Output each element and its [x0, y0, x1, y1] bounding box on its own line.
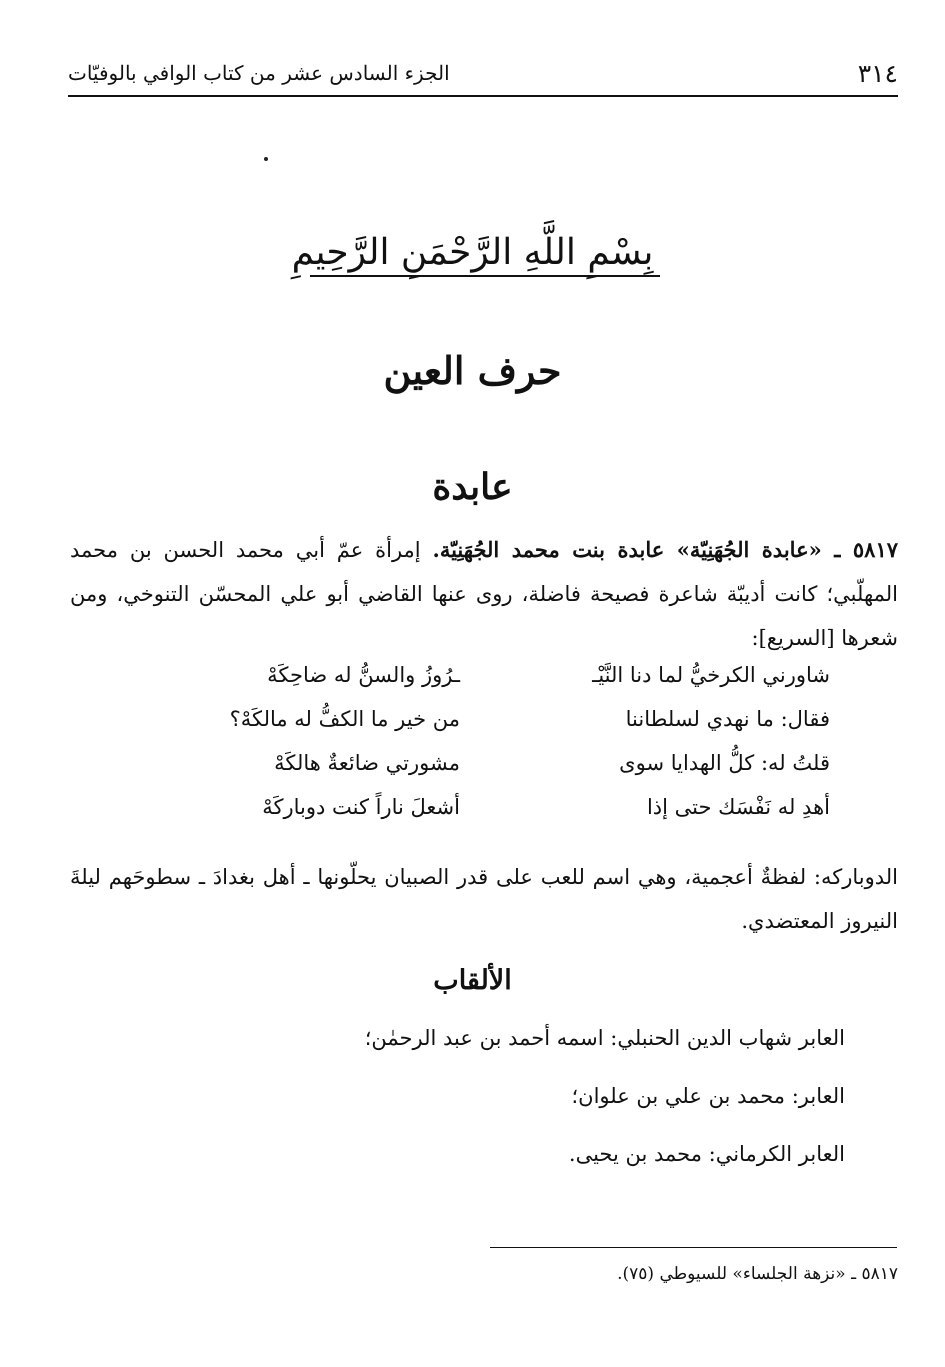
ink-dot [264, 157, 268, 161]
basmala: بِسْمِ اللَّهِ الرَّحْمَنِ الرَّحِيمِ [291, 232, 654, 273]
section-title: عابدة [432, 466, 513, 508]
alqab-item: العابر الكرماني: محمد بن يحيى. [568, 1142, 845, 1166]
page-number: ٣١٤ [857, 59, 898, 88]
poem [120, 663, 830, 839]
poem-verse [120, 795, 830, 839]
alqab-title: الألقاب [433, 965, 512, 996]
poem-verse [120, 751, 830, 795]
biography-entry [70, 528, 898, 660]
gloss-paragraph: الدوباركه: لفظةٌ أعجمية، وهي اسم للعب على قدر الصبيان يحلّونها ـ أهل بغدادَ ـ سطوحَهم ليلةَ النيروز المعتضدي. [70, 865, 898, 933]
verse-first-hemistich: شاورني الكرخيُّ لما دنا النَّيْـ [592, 663, 830, 687]
alqab-item: العابر شهاب الدين الحنبلي: اسمه أحمد بن عبد الرحمٰن؛ [364, 1026, 845, 1050]
running-title: الجزء السادس عشر من كتاب الوافي بالوفيّات [68, 61, 450, 85]
footnote-rule [490, 1247, 897, 1248]
page-header [68, 55, 898, 97]
entry-text: إمرأة عمّ أبي محمد الحسن بن محمد المهلّبي؛ كانت أديبّة شاعرة فصيحة فاضلة، روى عنها القاضي أبو علي المحسّن التنوخي، ومن شعرها [السريع]: [70, 538, 898, 650]
verse-first-hemistich: فقال: ما نهدي لسلطاننا [625, 707, 830, 731]
poem-verse [120, 663, 830, 707]
verse-first-hemistich: قلتُ له: كلُّ الهدايا سوى [619, 751, 830, 775]
verse-second-hemistich: مشورتي ضائعةٌ هالكَهْ [274, 751, 460, 775]
alqab-list [85, 1018, 845, 1192]
verse-first-hemistich: أهدِ له نَفْسَك حتى إذا [646, 795, 830, 819]
basmala-underline [310, 275, 660, 277]
verse-second-hemistich: أشعلَ ناراً كنت دوباركَهْ [262, 795, 460, 819]
verse-second-hemistich: ـرُوزُ والسنُّ له ضاحِكَهْ [267, 663, 460, 687]
verse-second-hemistich: من خير ما الكفُّ له مالكَهْ؟ [229, 707, 460, 731]
alqab-item: العابر: محمد بن علي بن علوان؛ [571, 1084, 845, 1108]
poem-verse [120, 707, 830, 751]
chapter-title: حرف العين [383, 348, 562, 393]
entry-heading: ٥٨١٧ ـ «عابدة الجُهَنِيّة» عابدة بنت محمد الجُهَنِيّة. [432, 537, 899, 562]
footnote: ٥٨١٧ ـ «نزهة الجلساء» للسيوطي (٧٥). [617, 1264, 898, 1284]
